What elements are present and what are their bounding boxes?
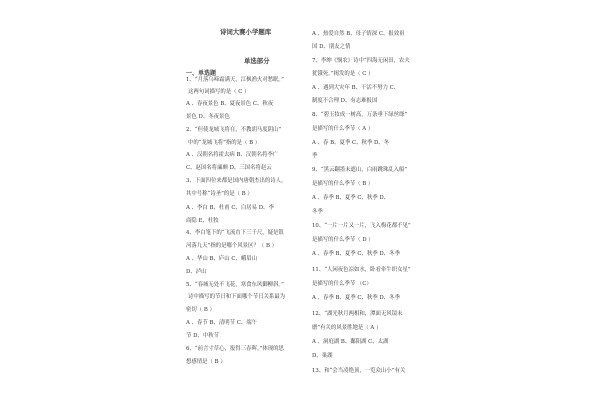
option-line: 冬季 (312, 209, 323, 215)
question-line: 10、“一片一片又一片，飞入梅花都不见” (312, 223, 411, 229)
option-line: A 、春季 B、夏季 C、秋季 D、冬季 (312, 295, 400, 301)
option-line: D、巢湖 (312, 353, 333, 359)
question-line: 4、李白笔下的“飞流直下三千尺，疑是银 (186, 230, 284, 236)
section-heading: 单选部分 (244, 57, 270, 65)
option-line: D、泸山 (186, 269, 207, 275)
option-line: A 、遇到大灾年 B、干活不努力 C、 (312, 85, 400, 91)
option-line: 商隐 E、杜牧 (186, 218, 219, 224)
question-line: 是描写的什么季节 （C） (312, 281, 372, 287)
question-line: 7、李绅《悯农》诗中“四海无闲田，农夫 (312, 58, 410, 64)
question-line: 12、“湖光秋月两相和，潭面无风镜未 (312, 311, 403, 317)
option-line: A 、热爱自然 B、母子情深 C、报效祖 (312, 31, 405, 37)
subsection-heading: 一、单选题 (186, 70, 217, 77)
question-line: 6、“前言寸草心，报得三春晖。”体现的思 (186, 346, 284, 352)
question-line: 1、“月落乌啼霜满天，江枫渔火对愁眠。” (186, 77, 284, 83)
question-line: 磨”有关的风景胜地是（ A ） (312, 325, 382, 331)
question-line: 是描写的什么季节（ A ） (312, 126, 374, 132)
question-line: 是描写的什么季节（ D ） (312, 237, 374, 243)
question-line: 其中号称“诗圣”的是（ B ） (186, 191, 253, 197)
option-line: A 、春季 B、夏季 C、秋季 D、 (312, 195, 390, 201)
option-line: 制度不合理 D、有志难报国 (312, 98, 378, 104)
document-title: 诗词大赛小学题库 (220, 28, 272, 36)
question-line: 想感情是（ B ） (186, 359, 226, 365)
option-line: 节 D、中秋节 (186, 333, 219, 339)
question-line: 河落九天”指的是哪个风景区？（ B ） (186, 243, 278, 249)
question-line: 11、“人闲夜色凉如水，卧看牵牛织女星” (312, 267, 411, 273)
question-line: 3、下面四位来都是国内唐朝杰出的诗人， (186, 178, 287, 184)
option-line: A 、李白 B、杜甫 C、白居易 D、李 (186, 205, 274, 211)
question-line: 2、“但使龙城飞将在，不教胡马度阴山” (186, 127, 282, 133)
question-line: 这两句词描写的是（ C ） (188, 89, 250, 95)
option-line: A 、春夜景色 B、夏夜景色 C、秋夜 (186, 101, 274, 107)
question-line: 中的“龙城飞将”指的是（ B ） (188, 140, 261, 146)
question-line: 8、“碧玉妆成一树高，万条垂下绿丝绦” (312, 112, 408, 118)
option-line: A 、春季 B、夏季 C、秋季 D、冬季 (312, 251, 400, 257)
option-line: A 、华山 B、庐山 C、峨眉山 (186, 256, 258, 262)
question-line: 是描写的什么季节（ B ） (312, 181, 374, 187)
option-line: A 、汉朝名将霍去病 B、汉朝名将李广 (186, 152, 279, 158)
option-line: A 、春节 B、清明节 C、端午 (186, 320, 258, 326)
question-line: 犹饿死。”揭发的是（ C ） (312, 71, 374, 77)
question-line: 9、“黑云翻墨未遮山，白雨跳珠乱入船” (312, 167, 408, 173)
question-line: 5、“春城无处不飞花，寒食东风御柳斜。” (186, 282, 284, 288)
question-line: 密切（ B ） (186, 307, 215, 313)
option-line: A 、洞庭湖 B、鄱阳湖 C、太湖 (312, 339, 389, 345)
option-line: C、赵国名将廉颇 D、三国名将赵云 (186, 165, 272, 171)
option-line: 季 (312, 153, 318, 159)
option-line: 国 D、朋友之情 (312, 44, 351, 50)
question-line: 13、和“会当凌绝顶，一览众山小”有关 (312, 368, 406, 374)
option-line: A 、春 B、夏季 C、秋季 D、冬 (312, 140, 390, 146)
option-line: 景色 D、冬夜景色 (186, 114, 230, 120)
question-line: 诗中描写的节日和下面哪个节日关系最为 (188, 294, 286, 300)
